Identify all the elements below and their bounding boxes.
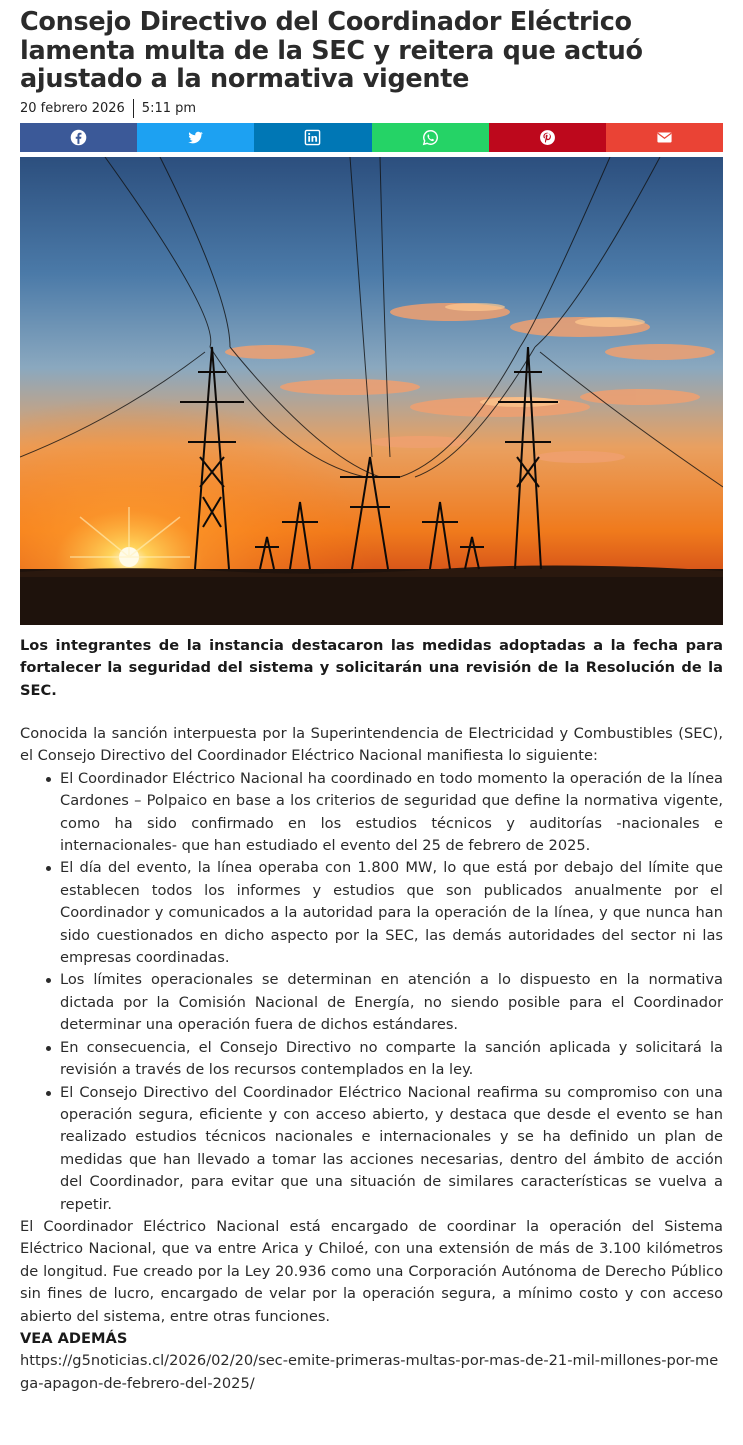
list-item: El día del evento, la línea operaba con 1.800 MW, lo que está por debajo del límite que establecen todos los informes y estudios que son publicados anualmente por el Coordinador y comunicados a la autoridad para la operación de la línea, y que nunca han sido cuestionados en dicho aspecto por la SEC, las demás autoridades del sector ni las empresas coordinadas. xyxy=(60,857,723,969)
meta-divider xyxy=(133,99,134,118)
share-facebook-button[interactable] xyxy=(20,123,137,152)
linkedin-icon xyxy=(304,129,321,146)
list-item: Los límites operacionales se determinan en atención a lo dispuesto en la normativa dictada por la Comisión Nacional de Energía, no siendo posible para el Coordinador determinar una operación fuera de dichos estándares. xyxy=(60,969,723,1036)
share-whatsapp-button[interactable] xyxy=(372,123,489,152)
list-item: En consecuencia, el Consejo Directivo no comparte la sanción aplicada y solicitará la revisión a través de los recursos contemplados en la ley. xyxy=(60,1037,723,1082)
share-pinterest-button[interactable] xyxy=(489,123,606,152)
share-linkedin-button[interactable] xyxy=(254,123,371,152)
see-also-heading: VEA ADEMÁS xyxy=(20,1329,128,1347)
twitter-icon xyxy=(187,129,204,146)
article-body xyxy=(20,723,723,1395)
closing-paragraph: El Coordinador Eléctrico Nacional está encargado de coordinar la operación del Sistema Eléctrico Nacional, que va entre Arica y Chiloé, con una extensión de más de 3.100 kilómetros de longitud. Fue creado por la Ley 20.936 como una Corporación Autónoma de Derecho Público sin fines de lucro, encargado de velar por la operación segura, a mínimo costo y con acceso abierto del sistema, entre otras funciones. xyxy=(20,1217,723,1325)
share-bar xyxy=(20,123,723,152)
sunset-power-lines-photo xyxy=(20,157,723,625)
list-item: El Coordinador Eléctrico Nacional ha coordinado en todo momento la operación de la línea Cardones – Polpaico en base a los criterios de seguridad que define la normativa vigente, como ha sido confirmado en los estudios técnicos y auditorías -nacionales e internacionales- que han estudiado el evento del 25 de febrero de 2025. xyxy=(60,768,723,858)
email-icon xyxy=(656,129,673,146)
list-item: El Consejo Directivo del Coordinador Eléctrico Nacional reafirma su compromiso con una operación segura, eficiente y con acceso abierto, y destaca que desde el evento se han realizado estudios técnicos nacionales e internacionales y se ha definido un plan de medidas que han llevado a tomar las acciones necesarias, dentro del ámbito de acción del Coordinador, para evitar que una situación de similares características se vuelva a repetir. xyxy=(60,1082,723,1216)
pinterest-icon xyxy=(539,129,556,146)
whatsapp-icon xyxy=(422,129,439,146)
article-meta xyxy=(20,98,196,118)
article-time: 5:11 pm xyxy=(141,100,197,116)
share-email-button[interactable] xyxy=(606,123,723,152)
article-date: 20 febrero 2026 xyxy=(20,100,125,116)
see-also-link[interactable]: https://g5noticias.cl/2026/02/20/sec-emite-primeras-multas-por-mas-de-21-mil-millones-por-mega-apagon-de-febrero-del-2025/ xyxy=(20,1352,719,1392)
article-lead: Los integrantes de la instancia destacaron las medidas adoptadas a la fecha para fortalecer la seguridad del sistema y solicitarán una revisión de la Resolución de la SEC. xyxy=(20,637,723,699)
share-twitter-button[interactable] xyxy=(137,123,254,152)
statement-list xyxy=(20,768,723,1216)
hero-image xyxy=(20,157,723,625)
facebook-icon xyxy=(70,129,87,146)
intro-paragraph: Conocida la sanción interpuesta por la Superintendencia de Electricidad y Combustibles (SEC), el Consejo Directivo del Coordinador Eléctrico Nacional manifiesta lo siguiente: xyxy=(20,725,723,765)
article-title: Consejo Directivo del Coordinador Eléctrico lamenta multa de la SEC y reitera que actuó ajustado a la normativa vigente xyxy=(20,7,643,94)
